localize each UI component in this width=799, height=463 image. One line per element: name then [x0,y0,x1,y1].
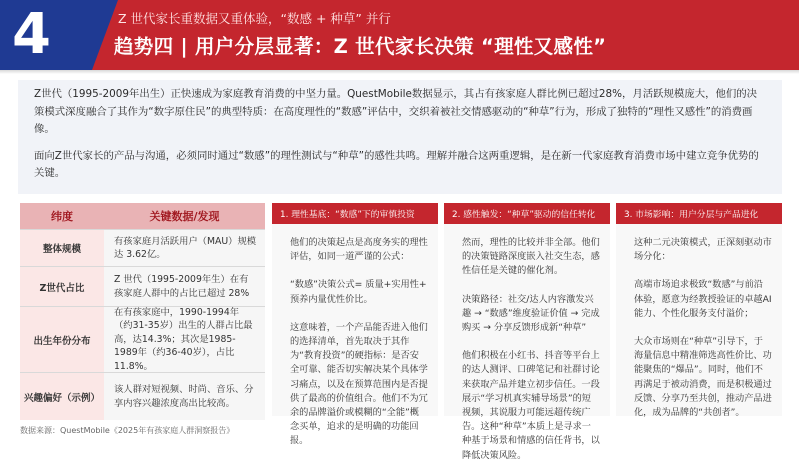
column-header: 2. 感性触发：“种草”驱动的信任转化 [444,203,610,224]
column-paragraph: 他们的决策起点是高度务实的理性评估，如同一道严谨的公式： [290,237,428,263]
table-row [20,229,265,266]
column-market-impact [616,203,782,419]
column-paragraph: 这意味着，一个产品能否进入他们的选择清单，首先取决于其作为“教育投资”的硬指标：是否安全可靠、能否切实解决某个具体学习痛点，以及在预算范围内是否提供了最高的价值组合。他们不为冗余的品牌溢价或模糊的“全能”概念买单，追求的是明确的功能回报。 [290,321,428,447]
column-rational-base [272,203,438,447]
column-body [616,224,782,420]
page-title: 趋势四 | 用户分层显著：Z 世代家长决策 “理性又感性” [114,35,607,58]
table-row-value: 该人群对短视频、时尚、音乐、分享内容兴趣浓度高出比较高。 [104,373,265,420]
column-paragraph: 然而，理性的比较并非全部。他们的决策链路深度嵌入社交生态，感性信任是关键的催化剂。 [462,237,600,277]
column-body [444,224,610,463]
table-row [20,266,265,306]
column-paragraph: 高端市场追求极致“数感”与前沿体验，愿意为经教授验证的卓越AI能力、个性化服务支付溢价； [634,279,772,319]
intro-paragraph-2: 面向Z世代家长的产品与沟通，必须同时通过“数感”的理性测试与“种草”的感性共鸣。理解并融合这两重逻辑，是在新一代家庭教育消费市场中建立竞争优势的关键。 [34,149,759,179]
table-row-value: 在有孩家庭中，1990-1994年（约31-35岁）出生的人群占比最高，达14.3%；其次是1985-1989年（约36-40岁），占比11.8%。 [104,307,265,372]
table-row [20,372,265,420]
table-header-findings: 关键数据/发现 [149,210,220,223]
data-table [20,203,265,420]
column-paragraph: 决策路径：社交/达人内容激发兴趣 → “数感”维度验证价值 → 完成购买 → 分享反馈形成新“种草” [462,293,600,334]
table-row-key: 出生年份分布 [20,307,104,372]
table-row-value: Z 世代（1995-2009年生）在有孩家庭人群中的占比已超过 28% [104,267,265,306]
table-row-key: 整体规模 [20,230,104,266]
intro-paragraph-1: Z世代（1995-2009年出生）正快速成为家庭教育消费的中坚力量。QuestMobile数据显示，其占有孩家庭人群比例已超过28%，月活跃规模庞大，他们的决策模式深度融合了其作为“数字原住民”的典型特质：在高度理性的“数感”评估中，交织着被社交情感驱动的“种草”行为，形成了独特的“理性又感性”的消费画像。 [34,88,758,135]
column-header: 3. 市场影响：用户分层与产品进化 [616,203,782,224]
table-row-key: Z世代占比 [20,267,104,306]
intro-box [18,80,782,194]
column-paragraph: 他们积极在小红书、抖音等平台上的达人测评、口碑笔记和社群讨论来获取产品并建立初步信任。一段展示“学习机真实辅导场景”的短视频，其说服力可能远超传统广告。这种“种草”本质上是寻求一种基于场景和情感的信任背书，以降低决策风险。 [462,350,600,461]
table-header-dimension: 纬度 [51,210,73,223]
header-banner [0,0,799,70]
table-row-value: 有孩家庭月活跃用户（MAU）规模达 3.62亿。 [104,230,265,266]
column-paragraph: “数感”决策公式= 质量+实用性+ 预养内量优性价比。 [290,279,427,305]
table-row-key: 兴趣偏好（示例） [20,373,104,420]
table-row [20,306,265,372]
trend-number-block [0,0,92,70]
header-divider [0,70,799,74]
table-header [20,203,265,229]
column-paragraph: 这种二元决策模式，正深刻驱动市场分化： [634,237,772,263]
column-emotional-trigger [444,203,610,461]
header-subtitle: Z 世代家长重数据又重体验，“数感 + 种草” 并行 [118,11,391,26]
data-source-note: 数据来源：QuestMobile《2025年有孩家庭人群洞察报告》 [20,426,235,435]
trend-number: 4 [12,2,51,67]
column-header: 1. 理性基底：“数感”下的审慎投资 [272,203,438,224]
column-paragraph: 大众市场则在“种草”引导下，于海量信息中精准筛选高性价比、功能聚焦的“爆品”。同时，他们不再满足于被动消费，而是积极通过反馈、分享乃至共创，推动产品进化，成为品牌的“共创者”。 [634,336,772,419]
column-body [272,224,438,449]
